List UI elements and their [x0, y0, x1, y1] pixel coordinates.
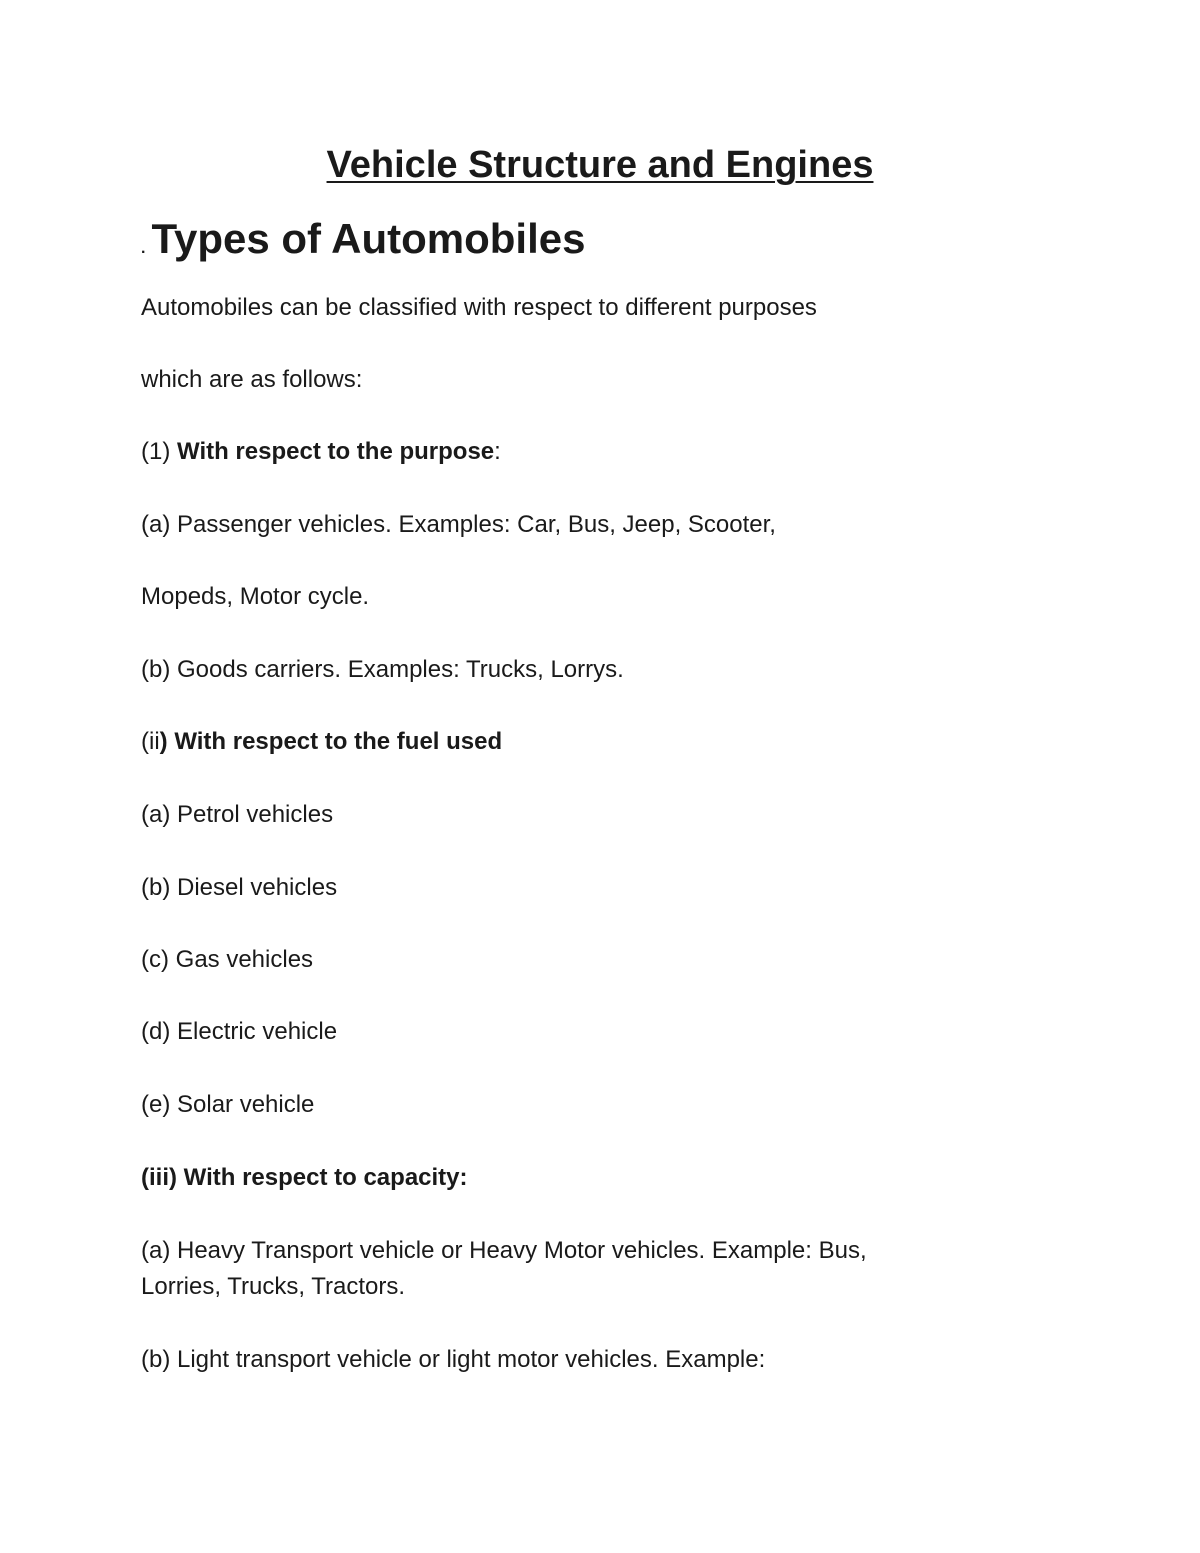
- subheading-fuel-number: (ii: [141, 728, 160, 755]
- heading-text: Types of Automobiles: [151, 215, 586, 262]
- heading-prefix: .: [141, 240, 146, 257]
- list-item: (c) Gas vehicles: [141, 946, 314, 973]
- list-item: (e) Solar vehicle: [141, 1091, 315, 1118]
- document-title: Vehicle Structure and Engines: [326, 144, 874, 186]
- section-heading: [141, 214, 585, 274]
- list-item: (b) Diesel vehicles: [141, 874, 338, 901]
- subheading-purpose-label: With respect to the purpose: [177, 438, 495, 465]
- subheading-purpose-number: (1): [141, 438, 177, 465]
- list-item: (b) Light transport vehicle or light motor vehicles. Example:: [141, 1346, 766, 1373]
- list-item: (a) Heavy Transport vehicle or Heavy Motor vehicles. Example: Bus,: [141, 1237, 867, 1264]
- subheading-purpose-suffix: :: [494, 438, 501, 465]
- list-item: Lorries, Trucks, Tractors.: [141, 1273, 406, 1300]
- subheading-fuel-label: ) With respect to the fuel used: [159, 728, 503, 755]
- list-item: (b) Goods carriers. Examples: Trucks, Lorrys.: [141, 656, 624, 683]
- subheading-fuel: [141, 727, 502, 757]
- list-item: (a) Petrol vehicles: [141, 801, 334, 828]
- subheading-purpose: [141, 437, 501, 467]
- list-item: (d) Electric vehicle: [141, 1018, 338, 1045]
- subheading-capacity: (iii) With respect to capacity:: [141, 1164, 468, 1191]
- list-item: Mopeds, Motor cycle.: [141, 583, 370, 610]
- intro-line-1: Automobiles can be classified with respect to different purposes: [141, 294, 817, 321]
- intro-line-2: which are as follows:: [141, 366, 363, 393]
- list-item: (a) Passenger vehicles. Examples: Car, Bus, Jeep, Scooter,: [141, 511, 776, 538]
